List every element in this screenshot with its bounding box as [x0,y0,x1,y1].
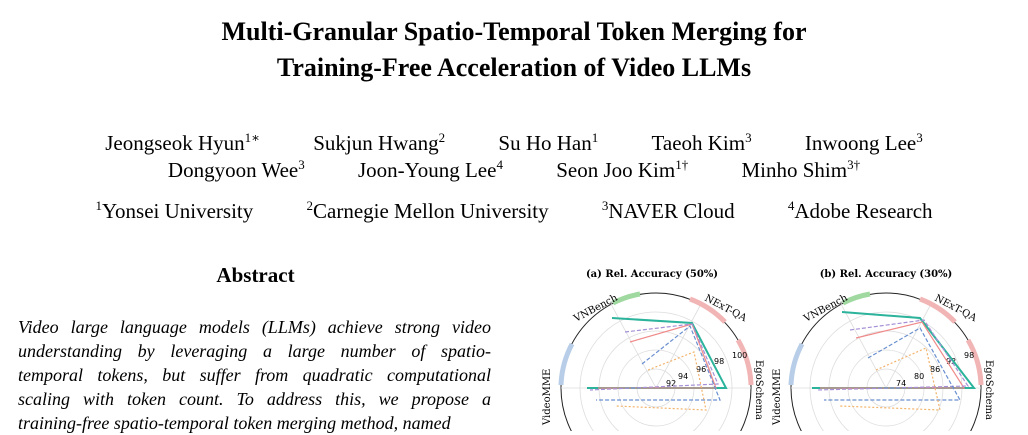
author-row-2 [0,157,1028,183]
author: Inwoong Lee$^3$ [804,130,923,155]
chart-title: (b) Rel. Accuracy (30%) [819,269,953,280]
abstract-line: training-free spatio-temporal token merging method, named [18,413,451,433]
title-line-1: Multi-Granular Spatio-Temporal Token Merging for [221,17,807,46]
highlight-arc [968,340,981,385]
tick-label: 94 [678,372,689,381]
author: Su Ho Han$^1$ [498,130,599,155]
tick-label: 92 [666,379,677,388]
highlight-arc [561,344,572,385]
axis-label-nextqa: NExT-QA [932,292,979,325]
series-ours [812,312,974,388]
tick-label: 74 [896,379,907,388]
affiliation: $^1$Yonsei University [95,198,254,223]
author: Minho Shim$^{3\dagger}$ [741,157,861,182]
author: Dongyoon Wee$^3$ [167,157,305,182]
affiliations [0,198,1028,224]
axis-label-videomme: VideoMME [772,368,783,425]
abstract-line: Video large language models (LLMs) achieve strong video [18,317,491,337]
axis-label-egoschema: EgoSchema [983,360,994,420]
series-baseline-purple [816,320,968,390]
tick-label: 92 [946,357,957,366]
author: Sukjun Hwang$^2$ [313,130,446,155]
axis-label-videomme: VideoMME [542,368,553,425]
radar-chart-a [542,269,764,431]
abstract-heading: Abstract [216,263,295,287]
axis-label-egoschema: EgoSchema [753,360,764,420]
affiliation: $^2$Carnegie Mellon University [306,198,549,223]
tick-label: 100 [732,351,748,360]
abstract-line: temporal tokens, but suffer from quadratic computational [18,365,491,385]
affiliation: $^3$NAVER Cloud [601,198,735,223]
author: Joon-Young Lee$^4$ [358,157,503,182]
author: Seon Joo Kim$^{1\dagger}$ [556,157,689,182]
axis-label-nextqa: NExT-QA [702,292,749,325]
paper-title [0,14,1028,86]
highlight-arc [738,340,751,385]
axis-label-vnbench: VNBench [802,292,850,325]
tick-label: 80 [914,372,925,381]
highlight-arc [791,344,802,385]
abstract-line: understanding by leveraging a large number of spatio- [18,341,491,361]
tick-label: 98 [714,357,725,366]
author: Taeoh Kim$^3$ [651,130,752,155]
series-baseline-orange [840,348,940,410]
chart-title: (a) Rel. Accuracy (50%) [585,269,719,280]
abstract-body [18,315,491,435]
tick-label: 98 [964,351,975,360]
radar-chart-b [772,269,994,431]
axis-label-vnbench: VNBench [572,292,620,325]
author: Jeongseok Hyun$^{1∗}$ [105,130,260,155]
affiliation: $^4$Adobe Research [787,198,933,223]
tick-label: 86 [930,365,941,374]
tick-label: 96 [696,365,707,374]
title-line-2: Training-Free Acceleration of Video LLMs [276,53,752,82]
author-row-1 [0,130,1028,156]
radar-charts [520,260,1020,431]
abstract-line: scaling with token count. To address this, we propose a [18,389,491,409]
